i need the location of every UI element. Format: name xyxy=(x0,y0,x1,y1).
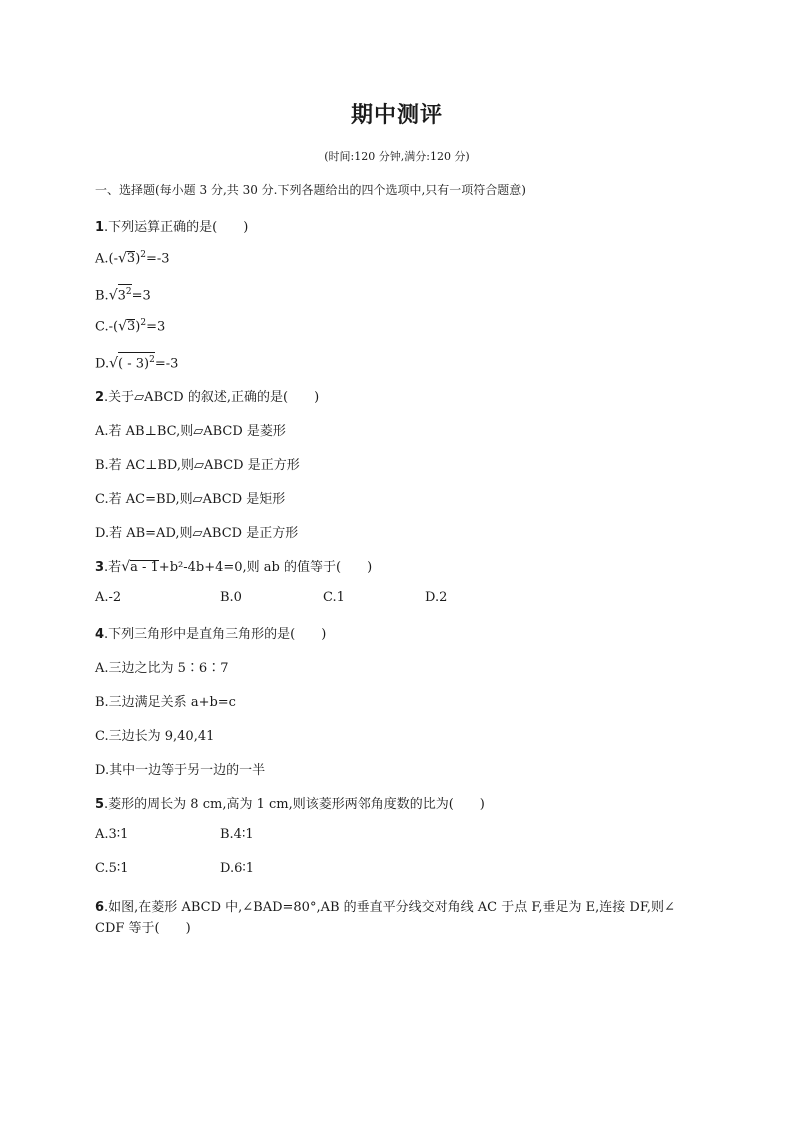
option-tail: =3 xyxy=(131,288,151,304)
question-5 xyxy=(95,793,485,812)
question-4 xyxy=(95,623,326,642)
exam-info: (时间:120 分钟,满分:120 分) xyxy=(324,150,470,163)
radicand: ( - 3)$^2$ xyxy=(118,352,155,371)
radicand: $3^2$ xyxy=(118,284,132,303)
radicand: 3 xyxy=(126,251,136,267)
question-stem-post: +b²-4b+4=0,则 ab 的值等于( ) xyxy=(158,560,373,575)
q2-option-d: D.若 AB=AD,则▱ABCD 是正方形 xyxy=(95,526,299,541)
q5-option-a: A.3∶1 xyxy=(95,827,129,842)
q3-option-a: A.-2 xyxy=(95,590,122,605)
q4-option-b: B.三边满足关系 a+b=c xyxy=(95,695,236,710)
q1-option-c: $C.-(√3)^2=3$ xyxy=(95,318,166,335)
q1-option-a: $A.(-√3)^2=-3$ xyxy=(95,250,170,267)
question-stem: .关于▱ABCD 的叙述,正确的是( ) xyxy=(104,390,320,405)
q2-option-b: B.若 AC⊥BD,则▱ABCD 是正方形 xyxy=(95,458,300,473)
question-stem: .下列运算正确的是( ) xyxy=(104,220,249,235)
option-tail: =-3 xyxy=(154,356,179,372)
question-stem: .菱形的周长为 8 cm,高为 1 cm,则该菱形两邻角度数的比为( ) xyxy=(104,797,485,812)
q1-option-d: D.√( - 3)$^2$=-3 xyxy=(95,352,178,371)
question-stem-pre: .若 xyxy=(104,560,122,575)
q1-option-b: $B.√3^2=3$ xyxy=(95,284,151,303)
question-2 xyxy=(95,386,319,405)
q3-option-b: B.0 xyxy=(220,590,242,605)
page-title: 期中测评 xyxy=(350,103,443,128)
question-6-continued: CDF 等于( ) xyxy=(95,921,191,936)
question-number: 3 xyxy=(95,560,105,575)
option-label: A. xyxy=(95,251,109,267)
option-label: B. xyxy=(95,288,109,304)
question-stem: .如图,在菱形 ABCD 中,∠BAD=80°,AB 的垂直平分线交对角线 AC 于点 F,垂足为 E,连接 DF,则∠ xyxy=(104,900,675,915)
q2-option-c: C.若 AC=BD,则▱ABCD 是矩形 xyxy=(95,492,286,507)
question-stem: .下列三角形中是直角三角形的是( ) xyxy=(104,627,327,642)
exponent: 2 xyxy=(140,318,147,328)
option-tail: =3 xyxy=(146,319,166,335)
radicand: a - 1 xyxy=(130,560,159,575)
question-1 xyxy=(95,216,248,235)
q5-option-b: B.4∶1 xyxy=(220,827,254,842)
question-number: 1 xyxy=(95,220,105,235)
q4-option-d: D.其中一边等于另一边的一半 xyxy=(95,763,266,778)
option-label: D. xyxy=(95,356,110,372)
question-6 xyxy=(95,896,675,915)
question-number: 4 xyxy=(95,627,105,642)
q3-option-d: D.2 xyxy=(425,590,448,605)
question-number: 6 xyxy=(95,900,105,915)
q3-option-c: C.1 xyxy=(323,590,345,605)
section-heading: 一、选择题(每小题 3 分,共 30 分.下列各题给出的四个选项中,只有一项符合题意) xyxy=(95,183,526,197)
q5-option-c: C.5∶1 xyxy=(95,861,129,876)
exponent: 2 xyxy=(140,250,147,260)
option-tail: =-3 xyxy=(146,251,170,267)
q4-option-a: A.三边之比为 5∶6∶7 xyxy=(95,661,229,676)
option-label: C. xyxy=(95,319,109,335)
q2-option-a: A.若 AB⊥BC,则▱ABCD 是菱形 xyxy=(95,424,286,439)
radicand: 3 xyxy=(127,319,136,335)
question-3: 3.若√a - 1+b²-4b+4=0,则 ab 的值等于( ) xyxy=(95,559,373,575)
q5-option-d: D.6∶1 xyxy=(220,861,255,876)
question-number: 5 xyxy=(95,797,105,812)
question-number: 2 xyxy=(95,390,105,405)
q4-option-c: C.三边长为 9,40,41 xyxy=(95,729,215,744)
